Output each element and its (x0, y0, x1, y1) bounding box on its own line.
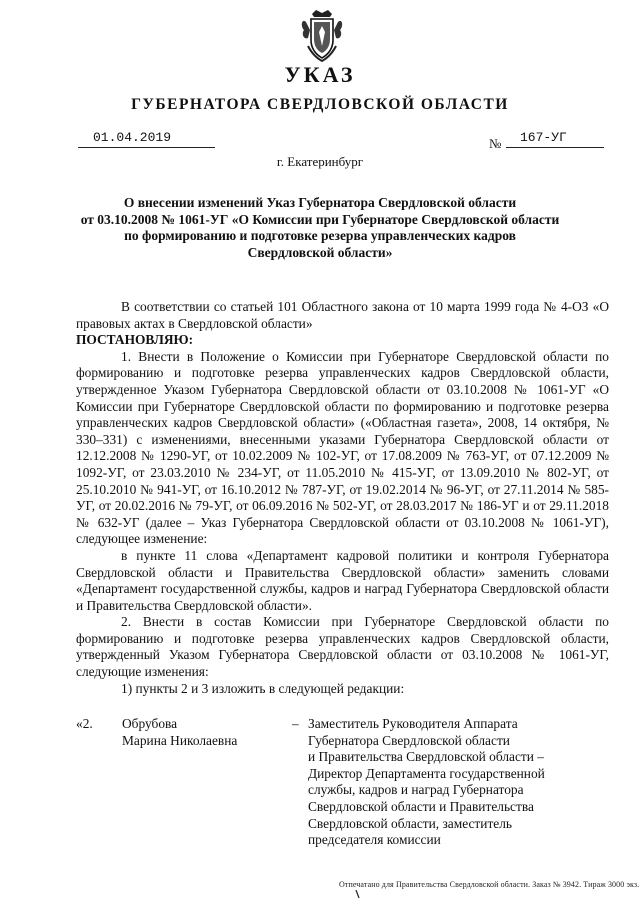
decree-date: 01.04.2019 (78, 129, 215, 148)
item-2-paragraph: 2. Внести в состав Комиссии при Губернаторе Свердловской области по формированию и подготовке резерва управленческих кадров Свердловской области, утвержденный Указом Губернатора Свердловской области от 03.10.2008 № 1061-УГ, следующие изменения: (76, 614, 609, 680)
entry-position (308, 716, 608, 849)
position-line: председателя комиссии (308, 832, 441, 848)
number-sign: № (489, 136, 502, 151)
position-line: Губернатора Свердловской области (308, 732, 510, 748)
item-2-subitem-1: 1) пункты 2 и 3 изложить в следующей редакции: (121, 680, 405, 696)
pen-mark-icon (355, 890, 360, 899)
coat-of-arms-emblem (298, 8, 346, 62)
city-line: г. Екатеринбург (276, 154, 364, 169)
document-subtitle: ГУБЕРНАТОРА СВЕРДЛОВСКОЙ ОБЛАСТИ (131, 96, 509, 113)
position-line: службы, кадров и наград Губернатора (308, 782, 524, 798)
document-title: УКАЗ (284, 62, 356, 87)
preamble-paragraph: В соответствии со статьей 101 Областного закона от 10 марта 1999 года № 4-ОЗ «О правовых актах в Свердловской области» (76, 299, 609, 331)
position-line: Свердловской области, заместитель (308, 815, 513, 831)
entry-number: «2. (76, 716, 93, 731)
decree-number: 167-УГ (506, 129, 604, 148)
position-line: и Правительства Свердловской области – (308, 749, 544, 765)
entry-surname: Обрубова (122, 716, 178, 731)
heading-line: от 03.10.2008 № 1061-УГ «О Комиссии при Губернаторе Свердловской области (80, 211, 560, 227)
decree-body (76, 299, 609, 697)
position-line: Директор Департамента государственной (308, 765, 545, 781)
print-footer: Отпечатано для Правительства Свердловской области. Заказ № 3942. Тираж 3000 экз. (339, 880, 640, 889)
entry-given-names: Марина Николаевна (122, 732, 238, 748)
position-line: Заместитель Руководителя Аппарата (308, 716, 518, 731)
heading-line: Свердловской области» (247, 244, 393, 260)
entry-dash: – (292, 716, 299, 731)
item-1-paragraph: 1. Внести в Положение о Комиссии при Губернаторе Свердловской области по формированию и подготовке резерва управленческих кадров Свердловской области, утвержденное Указом Губернатора Свердловской области от 03.10.2008 № 1061-УГ «О Комиссии при Губернаторе Свердловской области по формированию и подготовке резерва управленческих кадров Свердловской области» («Областная газета», 2008, 14 октября, № 330–331) с изменениями, внесенными указами Губернатора Свердловской области от 12.12.2008 № 1290-УГ, от 10.02.2009 № 102-УГ, от 17.08.2009 № 763-УГ, от 07.12.2009 № 1092-УГ, от 23.03.2010 № 234-УГ, от 11.05.2010 № 415-УГ, от 13.09.2010 № 802-УГ, от 25.10.2010 № 941-УГ, от 16.10.2012 № 787-УГ, от 19.02.2014 № 96-УГ, от 27.11.2014 № 585-УГ, от 20.02.2016 № 79-УГ, от 06.09.2016 № 502-УГ, от 28.03.2017 № 186-УГ и от 29.11.2018 № 632-УГ (далее – Указ Губернатора Свердловской области от 03.10.2008 № 1061-УГ), следующее изменение: (76, 348, 609, 547)
item-1-change-paragraph: в пункте 11 слова «Департамент кадровой политики и контроля Губернатора Свердловской области и Правительства Свердловской области» заменить словами «Департамент государственной службы, кадров и наград Губернатора Свердловской области и Правительства Свердловской области». (76, 547, 609, 613)
entry-person (122, 716, 282, 749)
decree-heading (60, 195, 580, 261)
resolve-label: ПОСТАНОВЛЯЮ: (76, 332, 194, 348)
position-line: Свердловской области и Правительства (308, 798, 534, 814)
heading-line: О внесении изменений Указ Губернатора Свердловской области (123, 195, 517, 210)
heading-line: по формированию и подготовке резерва управленческих кадров (124, 228, 516, 243)
